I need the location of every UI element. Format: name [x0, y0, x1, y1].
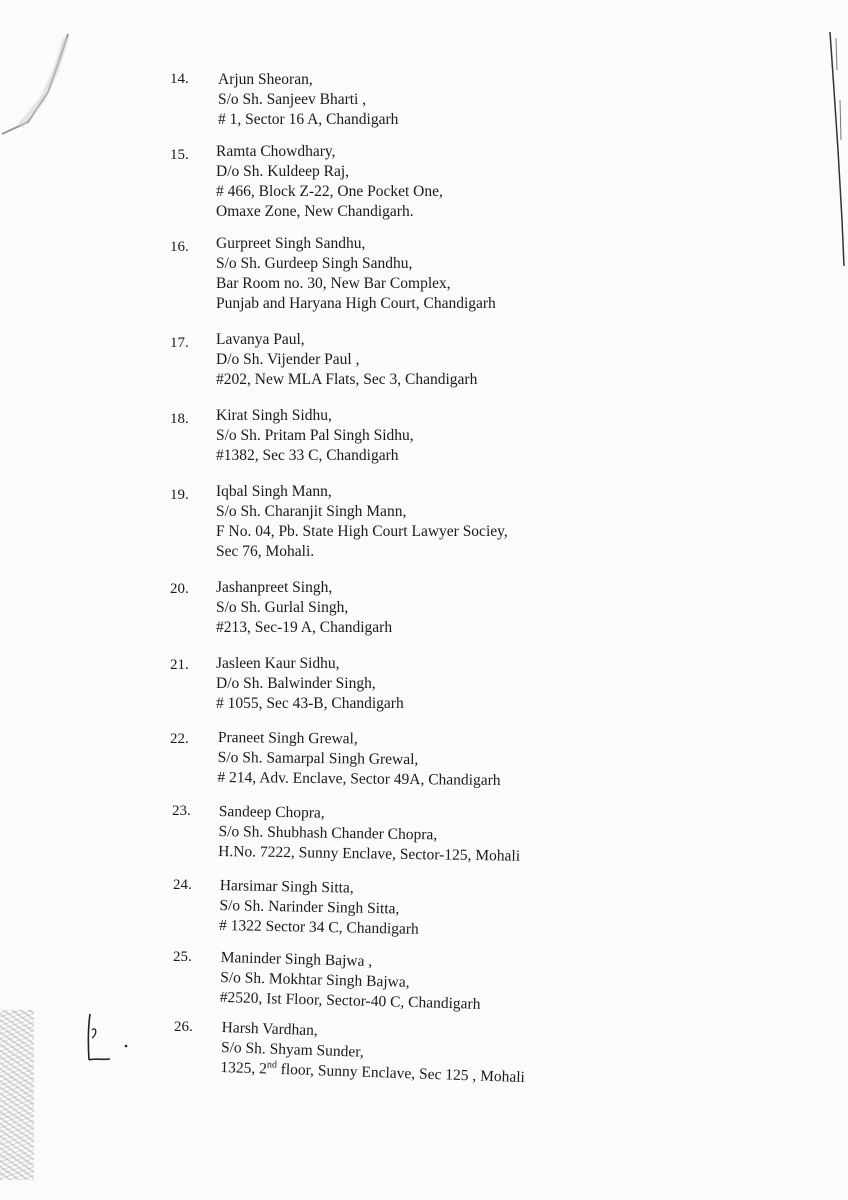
entry-number: 14. [170, 71, 189, 87]
entry-name: Harsh Vardhan, [221, 1018, 319, 1040]
entry-address: #2520, Ist Floor, Sector-40 C, Chandigarh [219, 988, 481, 1013]
entry-name: Gurpreet Singh Sandhu, [216, 235, 366, 252]
entry-name: Ramta Chowdhary, [216, 143, 336, 160]
scan-texture [0, 1010, 34, 1180]
entry-address: Punjab and Haryana High Court, Chandigarh [216, 295, 496, 312]
entry-address: # 1055, Sec 43-B, Chandigarh [216, 695, 404, 712]
entry-number: 20. [170, 581, 189, 597]
entry-address: # 214, Adv. Enclave, Sector 49A, Chandigarh [217, 768, 501, 789]
entry-relation: S/o Sh. Narinder Singh Sitta, [219, 896, 400, 918]
entry-number: 18. [170, 411, 189, 427]
entry-number: 21. [170, 657, 189, 673]
page-edge-mark [818, 30, 848, 270]
entry-number: 25. [173, 949, 192, 965]
entry-address-suffix: floor, Sunny Enclave, Sec 125 , Mohali [276, 1060, 526, 1087]
entry-relation: S/o Sh. Shubhash Chander Chopra, [218, 822, 438, 844]
entry-name: Harsimar Singh Sitta, [219, 876, 354, 897]
entry-relation: S/o Sh. Pritam Pal Singh Sidhu, [216, 427, 414, 444]
entry-name: Jasleen Kaur Sidhu, [216, 655, 340, 672]
entry-name: Jashanpreet Singh, [216, 579, 333, 596]
entry-name: Sandeep Chopra, [218, 802, 325, 822]
entry-address: # 1, Sector 16 A, Chandigarh [218, 111, 399, 128]
entry-address: #1382, Sec 33 C, Chandigarh [216, 447, 399, 464]
entry-address: # 466, Block Z-22, One Pocket One, [216, 183, 443, 200]
entry-number: 23. [172, 803, 191, 819]
entry-relation: S/o Sh. Charanjit Singh Mann, [216, 503, 407, 520]
entry-number: 24. [173, 877, 192, 893]
entry-number: 26. [174, 1019, 193, 1035]
entry-relation: S/o Sh. Mokhtar Singh Bajwa, [220, 968, 410, 991]
entry-address: # 1322 Sector 34 C, Chandigarh [218, 916, 419, 938]
entry-address: H.No. 7222, Sunny Enclave, Sector-125, Mohali [218, 842, 521, 865]
paper-fold-mark [0, 30, 90, 140]
entry-name: Kirat Singh Sidhu, [216, 407, 332, 424]
entry-number: 19. [170, 487, 189, 503]
entry-address: Bar Room no. 30, New Bar Complex, [216, 275, 451, 292]
ordinal-suffix: nd [266, 1059, 278, 1071]
entry-relation: D/o Sh. Vijender Paul , [216, 351, 360, 368]
entry-number: 17. [170, 335, 189, 351]
entry-number: 16. [170, 239, 189, 255]
entry-address: #213, Sec-19 A, Chandigarh [216, 619, 393, 636]
entry-relation: S/o Sh. Sanjeev Bharti , [218, 91, 367, 108]
entry-address: F No. 04, Pb. State High Court Lawyer Sociey, [216, 523, 508, 540]
entry-name: Lavanya Paul, [216, 331, 305, 348]
handwritten-initials-mark [80, 1008, 140, 1068]
entry-name: Iqbal Singh Mann, [216, 483, 332, 500]
entry-number: 22. [170, 731, 189, 747]
entry-name: Praneet Singh Grewal, [217, 728, 358, 748]
entry-name: Arjun Sheoran, [218, 71, 313, 88]
entry-address: #202, New MLA Flats, Sec 3, Chandigarh [216, 371, 478, 388]
entry-relation: S/o Sh. Shyam Sunder, [220, 1038, 365, 1061]
entry-relation: S/o Sh. Gurlal Singh, [216, 599, 349, 616]
entry-address-prefix: 1325, 2 [220, 1058, 268, 1078]
entry-number: 15. [170, 147, 189, 163]
entry-address: Omaxe Zone, New Chandigarh. [216, 203, 414, 220]
entry-relation: S/o Sh. Gurdeep Singh Sandhu, [216, 255, 413, 272]
entry-relation: D/o Sh. Balwinder Singh, [216, 675, 376, 692]
entry-name: Maninder Singh Bajwa , [220, 948, 373, 970]
entry-address: Sec 76, Mohali. [216, 543, 315, 560]
entry-relation: S/o Sh. Samarpal Singh Grewal, [217, 748, 419, 769]
entry-relation: D/o Sh. Kuldeep Raj, [216, 163, 350, 180]
